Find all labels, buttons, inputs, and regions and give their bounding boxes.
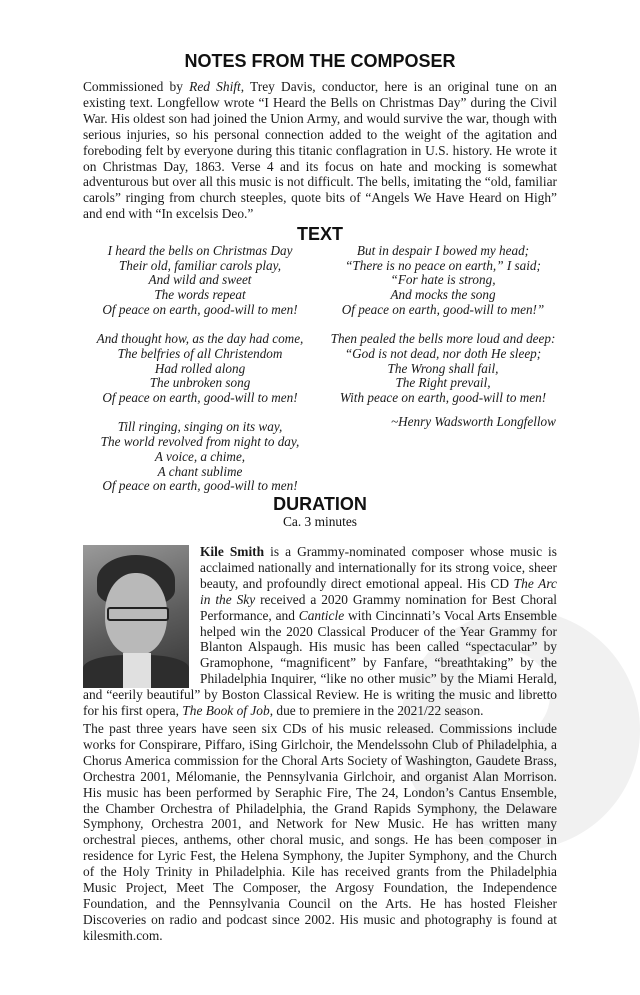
notes-paragraph	[83, 79, 557, 222]
text-run: Commissioned by	[83, 79, 190, 94]
poem-line: The Wrong shall fail,	[387, 360, 499, 376]
poem-line: And thought how, as the day had come,	[96, 331, 304, 347]
italic-title: Canticle	[298, 607, 345, 623]
poem-line: The unbroken song	[149, 375, 251, 391]
notes-title: NOTES FROM THE COMPOSER	[184, 51, 456, 71]
poem-line: Of peace on earth, good-will to men!”	[341, 301, 545, 317]
poem-line: And wild and sweet	[148, 272, 252, 288]
italic-title: Red Shift	[189, 79, 241, 94]
stanza	[80, 332, 320, 406]
duration-title: DURATION	[273, 494, 367, 514]
poem-left-column	[80, 244, 320, 509]
poem-line: “God is not dead, nor doth He sleep;	[344, 345, 542, 361]
poem-line: Till ringing, singing on its way,	[117, 419, 283, 435]
poem-line: And mocks the song	[390, 287, 496, 303]
poem-line: “There is no peace on earth,” I said;	[345, 257, 541, 273]
poem-line: Of peace on earth, good-will to men!	[102, 390, 298, 406]
poem-line: I heard the bells on Christmas Day	[107, 243, 293, 258]
text-run: , Trey Davis, conductor, here is an original tune on an existing text. Longfellow wrote “I Heard the Bells on Christmas Day” during the Civil War. His oldest son had joined the Union Army, and would survive the war, though with serious injuries, so his personal connection added to the weight of the agitation and foreboding felt by everyone during this titanic conflagration in U.S. history. He wrote it on Christmas Day, 1863. Verse 4 and its focus on hate and mocking is somewhat adventurous but over all this music is not difficult. The bells, imitating the “old, familiar carols” ringing from church steeples, quote bits of “Angels We Have Heard on High” and end with “In excelsis Deo.”	[83, 79, 557, 222]
bio-paragraph-1	[83, 544, 557, 719]
poem-attribution: ~Henry Wadsworth Longfellow	[391, 414, 556, 429]
duration-value: Ca. 3 minutes	[282, 514, 357, 529]
poem-line: The world revolved from night to day,	[100, 434, 300, 450]
stanza	[80, 244, 320, 318]
poem-line: The words repeat	[154, 287, 246, 303]
poem-right-column	[323, 244, 563, 420]
poem-line: “For hate is strong,	[390, 272, 496, 288]
poem-line: But in despair I bowed my head;	[356, 243, 530, 258]
text-run: , due to premiere in the 2021/22 season.	[269, 703, 484, 719]
photo-spacer	[83, 544, 200, 685]
bio-paragraph-2	[83, 721, 557, 944]
text-run: is a Grammy-nominated composer whose music is acclaimed nationally and internationally for its strong voice, sheer beauty, and profoundly direct emotional appeal. His CD	[200, 544, 557, 591]
poem-line: Had rolled along	[154, 360, 246, 376]
poem-line: A chant sublime	[157, 463, 243, 479]
poem-line: Their old, familiar carols play,	[118, 257, 282, 273]
poem-line: The belfries of all Christendom	[117, 345, 283, 361]
poem-line: Of peace on earth, good-will to men!	[102, 301, 298, 317]
text-run: with Cincinnati’s Vocal Arts Ensemble helped win the 2020 Classical Producer of the Year Grammy for Blanton Alspaugh. His music has been called “spectacular” by Gramophone, “magnificent” by Fanfare, “breathtaking” by the Philadelphia Inquirer, “like no other music” by the Miami Herald, and “eerily beautiful” by Boston Classical Review. He is writing the music and libretto for his first opera,	[83, 607, 557, 719]
stanza	[323, 332, 563, 406]
poem-line: Of peace on earth, good-will to men!	[102, 478, 298, 494]
stanza	[323, 244, 563, 318]
stanza	[80, 420, 320, 494]
text-run: The past three years have seen six CDs of his music released. Commissions include works for Conspirare, Piffaro, iSing Girlchoir, the Mendelssohn Club of Philadelphia, a Chorus America commission for the Choral Arts Society of Washington, Gaudete Brass, Orchestra 2001, Mélomanie, the Pennsylvania Girlchoir, and organist Alan Morrison. His music has been performed by Seraphic Fire, The 24, London’s Cantus Ensemble, the Chamber Orchestra of Philadelphia, the Grand Rapids Symphony, the Delaware Symphony, Orchestra 2001, and Network for New Music. He has written many orchestral pieces, anthems, other choral music, and songs. He has been composer in residence for Lyric Fest, the Helena Symphony, the Jupiter Symphony, and the Church of the Holy Trinity in Philadelphia. Kile has received grants from the Philadelphia Music Project, Meet The Composer, the Argosy Foundation, the Independence Foundation, and the Pennsylvania Council on the Arts. He has hosted Fleisher Discoveries on radio and podcast since 2002. His music and photography is found at kilesmith.com.	[83, 721, 557, 943]
poem-line: A voice, a chime,	[154, 448, 246, 464]
poem-line: With peace on earth, good-will to men!	[339, 390, 547, 406]
poem-line: Then pealed the bells more loud and deep:	[330, 331, 556, 347]
poem-line: The Right prevail,	[395, 375, 491, 391]
italic-title: The Arc in the Sky	[200, 575, 557, 607]
text-title: TEXT	[296, 224, 343, 244]
italic-title: The Book of Job	[182, 703, 270, 719]
bold-text: Kile Smith	[200, 544, 265, 559]
text-run: received a 2020 Grammy nomination for Best Choral Performance, and	[200, 591, 557, 623]
